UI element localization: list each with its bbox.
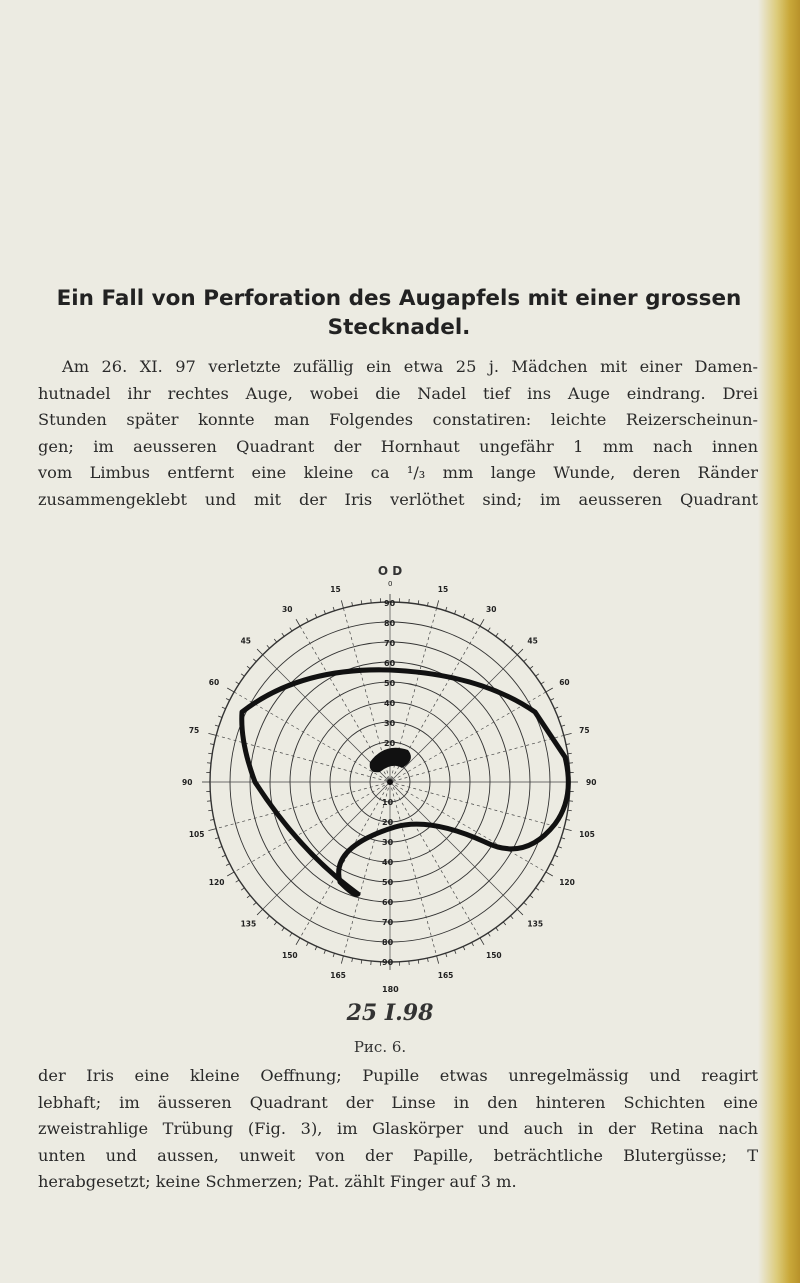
ring-label-upper: 70	[384, 639, 396, 648]
rim-tick	[564, 829, 572, 831]
rim-tick	[496, 928, 498, 931]
ring-label-upper: 50	[384, 679, 396, 688]
ring-label-upper: 20	[384, 739, 396, 748]
rim-tick	[241, 674, 244, 676]
rim-tick	[341, 600, 343, 608]
rim-tick	[290, 628, 292, 631]
rim-tick	[550, 864, 554, 866]
ring-label-lower: 90	[382, 958, 394, 967]
rim-tick	[215, 838, 219, 839]
meridian-label-left: 120	[208, 878, 225, 887]
ring-label-upper: 90	[384, 599, 396, 608]
ring-label-lower: 30	[382, 838, 394, 847]
article-title	[40, 284, 758, 342]
rim-tick	[437, 956, 439, 964]
rim-tick	[427, 602, 428, 606]
rim-tick	[227, 688, 234, 692]
meridian-label-left: 15	[330, 584, 341, 594]
rim-tick	[566, 744, 570, 745]
rim-tick	[536, 674, 539, 676]
rim-tick	[554, 855, 558, 857]
page-edge-discoloration	[758, 0, 800, 1283]
ring-label-lower: 70	[382, 918, 394, 927]
rim-tick	[226, 698, 230, 700]
rim-tick	[455, 950, 456, 954]
text-line: gen; im aeusseren Quadrant der Hornhaut ungefähr 1 mm nach innen	[38, 436, 758, 456]
eye-label: O D	[377, 564, 403, 578]
text-line: herabgesetzt; keine Schmerzen; Pat. zählt Finger auf 3 m.	[38, 1172, 517, 1192]
rim-tick	[267, 645, 270, 648]
rim-tick	[218, 847, 222, 848]
rim-tick	[253, 902, 256, 905]
rim-tick	[503, 639, 506, 642]
ring-label-upper: 80	[384, 619, 396, 628]
rim-tick	[463, 614, 465, 618]
rim-tick	[236, 682, 239, 684]
rim-tick	[341, 956, 343, 964]
ring-label-lower: 50	[382, 878, 394, 887]
rim-tick	[446, 607, 447, 611]
text-line: vom Limbus entfernt eine kleine ca ¹/₃ mm lange Wunde, deren Ränder	[38, 463, 758, 483]
rim-tick	[296, 619, 300, 626]
handwritten-date: 25 I.98	[346, 1000, 434, 1026]
rim-tick	[536, 888, 539, 890]
rim-tick	[558, 716, 562, 717]
meridian-label-right: 105	[579, 829, 595, 839]
rim-tick	[241, 888, 244, 890]
rim-tick	[236, 880, 239, 882]
rim-tick	[222, 855, 226, 857]
rim-tick	[566, 819, 570, 820]
meridian-label-left: 165	[330, 971, 346, 981]
rim-tick	[488, 933, 490, 936]
rim-tick	[446, 953, 447, 957]
rim-tick	[472, 618, 474, 622]
rim-tick	[296, 938, 300, 945]
rim-tick	[315, 946, 317, 950]
text-line: unten und aussen, unweit von der Papille, beträchtliche Blutergüsse; T	[38, 1145, 758, 1165]
rim-tick	[257, 909, 263, 915]
meridian-label-right: 150	[486, 951, 502, 961]
perimeter-labels	[182, 580, 596, 994]
bottom-label: 180	[382, 985, 399, 994]
rim-tick	[333, 607, 334, 611]
fixation-point	[387, 779, 393, 785]
rim-tick	[564, 733, 572, 735]
rim-tick	[541, 880, 544, 882]
text-line: hutnadel ihr rechtes Auge, wobei die Nadel tief ins Auge eindrang. Drei	[38, 383, 758, 403]
rim-tick	[550, 698, 554, 700]
meridian-label-right: 30	[486, 604, 497, 614]
rim-tick	[222, 707, 226, 709]
rim-tick	[480, 619, 484, 626]
rim-tick	[503, 922, 506, 925]
rim-tick	[218, 716, 222, 717]
rim-tick	[306, 942, 308, 946]
figure-caption: Рис. 6.	[353, 1038, 407, 1056]
rim-tick	[480, 938, 484, 945]
rim-tick	[488, 628, 490, 631]
rim-tick	[455, 610, 456, 614]
rim-tick	[524, 659, 527, 662]
paragraph-2	[38, 1063, 758, 1196]
rim-tick	[226, 864, 230, 866]
rim-tick	[324, 610, 325, 614]
visual-field-chart	[180, 562, 620, 1002]
rim-tick	[463, 946, 465, 950]
rim-tick	[208, 829, 216, 831]
rim-tick	[267, 916, 270, 919]
meridian-label-left: 150	[282, 951, 298, 961]
rim-tick	[274, 639, 277, 642]
rim-tick	[333, 953, 334, 957]
rim-tick	[530, 666, 533, 669]
meridian-label-left: 30	[282, 604, 293, 614]
ring-label-lower: 40	[382, 858, 394, 867]
text-line: zweistrahlige Trübung (Fig. 3), im Glaskörper und auch in der Retina nach	[38, 1119, 758, 1139]
meridian-label-right: 120	[559, 878, 575, 887]
title-line-2: Stecknadel.	[327, 315, 471, 340]
rim-tick	[558, 847, 562, 848]
rim-tick	[510, 645, 513, 648]
rim-tick	[215, 725, 219, 726]
meridian-label-right: 15	[437, 584, 449, 594]
rim-tick	[210, 819, 214, 820]
rim-tick	[517, 649, 523, 655]
rim-tick	[247, 666, 250, 669]
rim-tick	[352, 958, 353, 962]
text-line: lebhaft; im äusseren Quadrant der Linse in den hinteren Schichten eine	[38, 1092, 758, 1112]
rim-tick	[546, 872, 553, 876]
ring-label-lower: 10	[382, 798, 394, 807]
rim-tick	[274, 922, 277, 925]
meridian-label-left: 45	[240, 636, 252, 646]
rim-tick	[554, 707, 558, 709]
text-line: Stunden später konnte man Folgendes constatiren: leichte Reizerscheinun-	[38, 410, 758, 430]
meridian-label-left: 135	[240, 919, 257, 929]
text-line: der Iris eine kleine Oeffnung; Pupille etwas unregelmässig und reagirt	[38, 1066, 758, 1085]
meridian-label-right: 45	[527, 636, 538, 646]
ring-label-upper: 40	[384, 699, 396, 708]
rim-tick	[324, 950, 325, 954]
rim-tick	[561, 725, 565, 726]
rim-tick	[352, 602, 353, 606]
meridian-label-left: 75	[188, 726, 200, 736]
meridian-label-right: 135	[527, 919, 544, 929]
meridian-label-right: 75	[579, 726, 590, 736]
rim-tick	[253, 659, 256, 662]
rim-tick	[561, 838, 565, 839]
rim-tick	[524, 902, 527, 905]
meridian-label-left: 105	[188, 829, 205, 839]
rim-tick	[257, 649, 263, 655]
paragraph-1	[38, 354, 758, 514]
meridian-label-left: 90	[182, 778, 193, 787]
rim-tick	[427, 958, 428, 962]
rim-tick	[472, 942, 474, 946]
meridian-label-right: 90	[586, 778, 597, 787]
rim-tick	[517, 909, 523, 915]
top-zero-label: 0	[388, 580, 393, 588]
title-line-1: Ein Fall von Perforation des Augapfels mit einer grossen	[56, 286, 742, 311]
ring-label-lower: 60	[382, 898, 394, 907]
ring-label-lower: 80	[382, 938, 394, 947]
meridian-label-left: 60	[208, 678, 220, 687]
rim-tick	[227, 872, 234, 876]
rim-tick	[510, 916, 513, 919]
text-line: zusammengeklebt und mit der Iris verlöthet sind; im aeusseren Quadrant	[38, 489, 758, 509]
rim-tick	[546, 688, 553, 692]
rim-tick	[290, 933, 292, 936]
rim-tick	[541, 682, 544, 684]
rim-tick	[437, 600, 439, 608]
text-line: Am 26. XI. 97 verletzte zufällig ein etwa 25 j. Mädchen mit einer Damen-	[62, 357, 758, 376]
ring-label-upper: 30	[384, 719, 396, 728]
ring-label-lower: 20	[382, 818, 394, 827]
rim-tick	[282, 928, 284, 931]
rim-tick	[208, 733, 216, 735]
meridian-label-right: 165	[437, 971, 454, 981]
rim-tick	[306, 618, 308, 622]
rim-tick	[247, 895, 250, 898]
rim-tick	[282, 633, 284, 636]
ring-label-upper: 60	[384, 659, 396, 668]
rim-tick	[530, 895, 533, 898]
rim-tick	[210, 744, 214, 745]
rim-tick	[496, 633, 498, 636]
meridian-label-right: 60	[559, 678, 570, 687]
rim-tick	[315, 614, 317, 618]
